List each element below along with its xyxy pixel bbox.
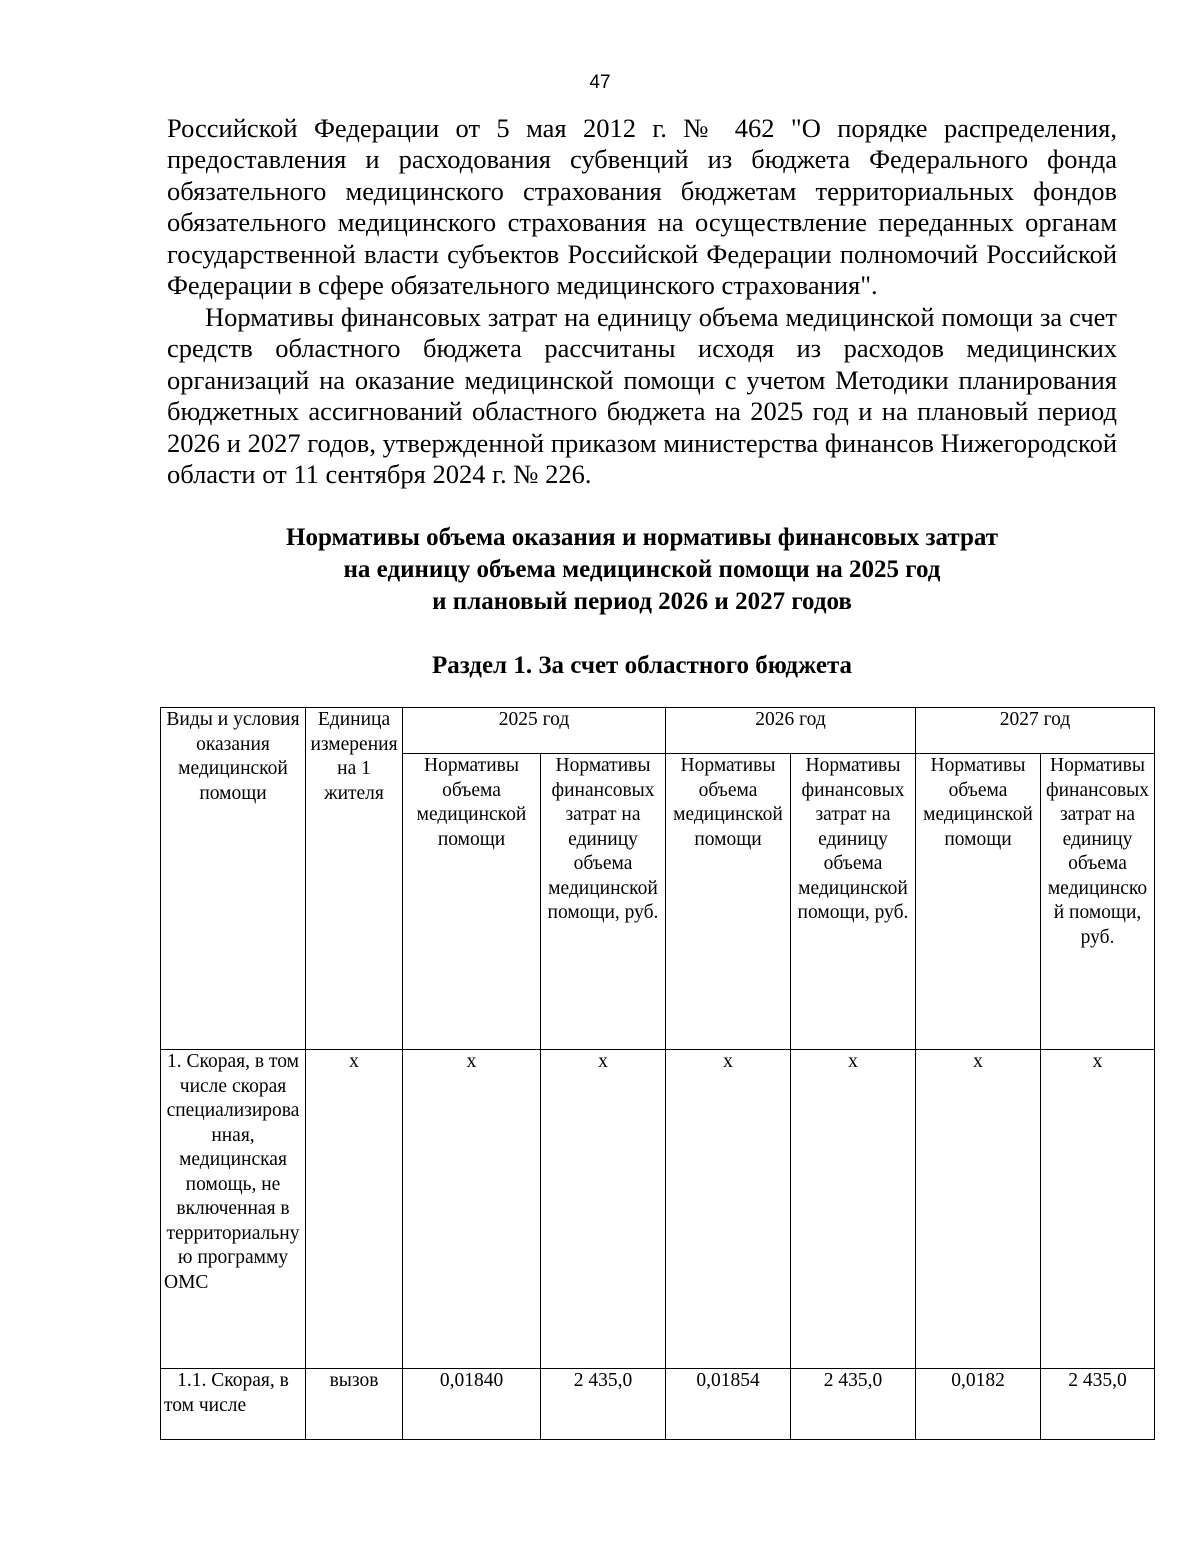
header-type-cell: Виды и условия оказания медицинской помощи: [161, 708, 306, 1050]
header-year-2025: 2025 год: [403, 708, 666, 754]
row-cost-2027: 2 435,0: [1041, 1369, 1155, 1440]
table-title: [0, 522, 1200, 618]
row-cost-2025: 2 435,0: [541, 1369, 666, 1440]
row-unit-cell: вызов: [306, 1369, 403, 1440]
row-volume-2027: 0,0182: [916, 1369, 1041, 1440]
header-volume-2026: Нормативы объема медицинской помощи: [666, 754, 791, 1050]
header-year-2027: 2027 год: [916, 708, 1155, 754]
row-unit-cell: х: [306, 1050, 403, 1369]
row-volume-2026: 0,01854: [666, 1369, 791, 1440]
header-unit-cell: Единица измерения на 1 жителя: [306, 708, 403, 1050]
row-type-cell: 1.1. Скорая, в том числе: [161, 1369, 306, 1440]
title-line-2: на единицу объема медицинской помощи на 2025 год: [343, 556, 941, 583]
paragraph-2: Нормативы финансовых затрат на единицу объема медицинской помощи за счет средств областного бюджета рассчитаны исходя из расходов медицинских организаций на оказание медицинской помощи с учетом Методики планирования бюджетных ассигнований областного бюджета на 2025 год и на плановый период 2026 и 2027 годов, утвержденной приказом министерства финансов Нижегородской области от 11 сентября 2024 г. № 226.: [167, 302, 1117, 490]
row-volume-2025: х: [403, 1050, 541, 1369]
row-volume-2027: х: [916, 1050, 1041, 1369]
page-number: 47: [589, 72, 611, 93]
header-cost-2027: Нормативы финансовых затрат на единицу объема медицинской помощи, руб.: [1041, 754, 1155, 1050]
row-cost-2027: х: [1041, 1050, 1155, 1369]
header-year-2026: 2026 год: [666, 708, 916, 754]
row-volume-2026: х: [666, 1050, 791, 1369]
paragraph-1: Российской Федерации от 5 мая 2012 г. № 462 "О порядке распределения, предоставления и расходования субвенций из бюджета Федерального фонда обязательного медицинского страхования бюджетам территориальных фондов обязательного медицинского страхования на осуществление переданных органам государственной власти субъектов Российской Федерации полномочий Российской Федерации в сфере обязательного медицинского страхования".: [167, 113, 1117, 301]
row-cost-2026: 2 435,0: [791, 1369, 916, 1440]
header-volume-2027: Нормативы объема медицинской помощи: [916, 754, 1041, 1050]
table-row: [161, 1369, 1155, 1440]
title-line-3: и плановый период 2026 и 2027 годов: [432, 588, 852, 615]
table-row: [161, 1050, 1155, 1369]
norms-table: [160, 707, 1155, 1440]
header-cost-2025: Нормативы финансовых затрат на единицу объема медицинской помощи, руб.: [541, 754, 666, 1050]
section-title: Раздел 1. За счет областного бюджета: [431, 652, 853, 679]
title-line-1: Нормативы объема оказания и нормативы финансовых затрат: [286, 524, 998, 551]
header-cost-2026: Нормативы финансовых затрат на единицу объема медицинской помощи, руб.: [791, 754, 916, 1050]
row-volume-2025: 0,01840: [403, 1369, 541, 1440]
row-cost-2026: х: [791, 1050, 916, 1369]
row-cost-2025: х: [541, 1050, 666, 1369]
row-type-cell: 1. Скорая, в том числе скорая специализированная, медицинская помощь, не включенная в территориальную программу ОМС: [161, 1050, 306, 1369]
header-row-years: [161, 708, 1155, 754]
header-volume-2025: Нормативы объема медицинской помощи: [403, 754, 541, 1050]
